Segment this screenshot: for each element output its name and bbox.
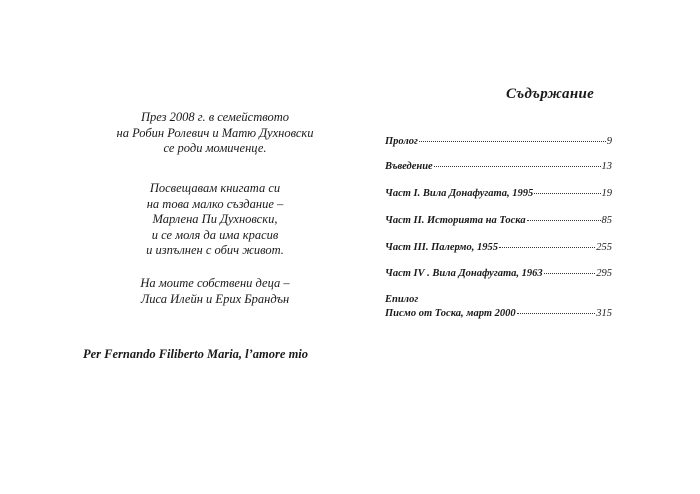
dedication-line: на Робин Ролевич и Матю Духновски xyxy=(116,125,314,140)
toc-leader-dots xyxy=(419,141,606,142)
toc-entry-part-4[interactable] xyxy=(385,268,612,279)
toc-entry-page: 315 xyxy=(596,308,612,319)
toc-entry-page: 255 xyxy=(596,242,612,253)
dedication-line: Марлена Пи Духновски, xyxy=(152,212,278,226)
toc-leader-dots xyxy=(527,220,601,221)
toc-entry-introduction[interactable] xyxy=(385,161,612,172)
closing-line: Per Fernando Filiberto Maria, l’amore mio xyxy=(83,347,309,361)
dedication-line: Посвещавам книгата си xyxy=(149,181,281,195)
dedication-birth xyxy=(95,110,335,157)
toc-entry-page: 9 xyxy=(606,136,612,147)
toc-leader-dots xyxy=(544,273,596,274)
toc-leader-dots xyxy=(434,166,601,167)
toc-entry-title: Част II. Историята на Тоска xyxy=(385,215,526,226)
toc-entry-title: Писмо от Тоска, март 2000 xyxy=(385,308,516,319)
dedication-line: и изпълнен с обич живот. xyxy=(146,243,284,257)
dedication-line: се роди момиченце. xyxy=(163,141,267,155)
toc-entry-title: Част III. Палермо, 1955 xyxy=(385,242,498,253)
toc-entry-part-2[interactable] xyxy=(385,215,612,226)
toc-leader-dots xyxy=(534,193,600,194)
dedication-line: Лиса Илейн и Ерих Брандън xyxy=(140,291,290,306)
toc-entry-title: Част IV . Вила Донафугата, 1963 xyxy=(385,268,543,279)
dedication-children xyxy=(95,276,335,307)
toc-leader-dots xyxy=(517,313,596,314)
toc-entry-page: 85 xyxy=(601,215,612,226)
toc-entry-page: 295 xyxy=(596,268,612,279)
dedication-line: На моите собствени деца – xyxy=(140,276,290,290)
toc-entry-prologue[interactable] xyxy=(385,136,612,147)
dedication-main xyxy=(95,181,335,259)
right-page xyxy=(350,0,700,494)
toc-entry-title: Въведение xyxy=(385,161,433,172)
toc-entry-epilogue[interactable] xyxy=(385,308,612,319)
toc-entry-title: Пролог xyxy=(385,136,418,147)
toc-title: Съдържание xyxy=(505,86,595,102)
dedication-line: През 2008 г. в семейството xyxy=(140,110,290,124)
dedication-line: и се моля да има красив xyxy=(151,227,279,242)
toc-epilogue-label: Епилог xyxy=(385,294,419,305)
toc-entry-page: 13 xyxy=(601,161,612,172)
toc-leader-dots xyxy=(499,247,595,248)
dedication-line: на това малко създание – xyxy=(146,196,284,211)
toc-entry-title: Част I. Вила Донафугата, 1995 xyxy=(385,188,534,199)
toc-entry-page: 19 xyxy=(601,188,612,199)
toc-entry-part-1[interactable] xyxy=(385,188,612,199)
toc-entry-part-3[interactable] xyxy=(385,242,612,253)
